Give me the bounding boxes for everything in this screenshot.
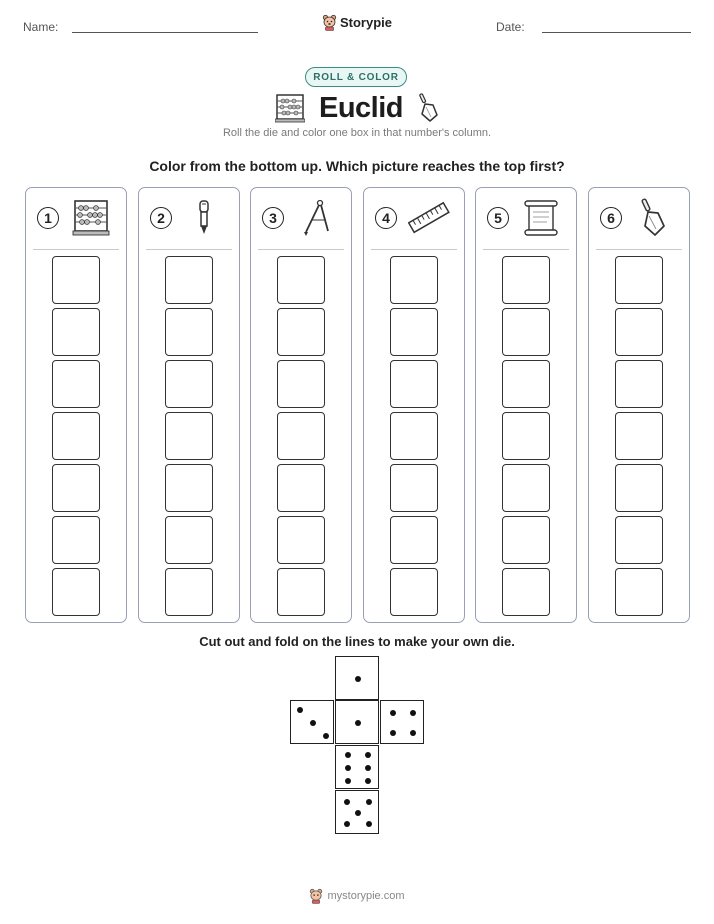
die-pip [345, 765, 351, 771]
color-box[interactable] [165, 256, 213, 304]
column-header [139, 198, 239, 242]
color-box[interactable] [615, 256, 663, 304]
color-box[interactable] [502, 360, 550, 408]
bear-mascot-icon [322, 14, 337, 31]
bear-mascot-icon [309, 888, 323, 904]
activity-badge: ROLL & COLOR [305, 67, 407, 87]
color-box[interactable] [615, 412, 663, 460]
die-pip [345, 752, 351, 758]
die-pip [344, 821, 350, 827]
die-pip [355, 720, 361, 726]
color-box[interactable] [52, 516, 100, 564]
color-box[interactable] [277, 256, 325, 304]
die-face-6 [335, 745, 379, 789]
scroll-icon [520, 198, 562, 238]
color-box[interactable] [52, 256, 100, 304]
column-divider [483, 249, 569, 250]
color-box[interactable] [277, 464, 325, 512]
color-box[interactable] [165, 568, 213, 616]
name-line[interactable] [72, 32, 258, 33]
color-box[interactable] [277, 412, 325, 460]
column-header [364, 198, 464, 242]
subtitle: Roll the die and color one box in that number's column. [222, 127, 492, 139]
footer-url: mystorypie.com [327, 890, 405, 902]
die-face-1 [335, 656, 379, 700]
color-box[interactable] [165, 516, 213, 564]
color-box[interactable] [165, 412, 213, 460]
die-net [290, 656, 424, 834]
die-pip [365, 765, 371, 771]
die-pip [344, 799, 350, 805]
die-pip [365, 752, 371, 758]
die-face-4 [380, 700, 424, 744]
color-box[interactable] [502, 568, 550, 616]
die-pip [390, 710, 396, 716]
footer [0, 888, 714, 904]
color-box[interactable] [615, 360, 663, 408]
color-box[interactable] [502, 412, 550, 460]
die-pip [355, 810, 361, 816]
stylus-icon [183, 198, 225, 238]
die-pip [366, 821, 372, 827]
color-box[interactable] [502, 516, 550, 564]
die-pip [297, 707, 303, 713]
color-box[interactable] [165, 464, 213, 512]
column-divider [33, 249, 119, 250]
date-label: Date: [496, 20, 525, 34]
color-box[interactable] [390, 412, 438, 460]
color-box[interactable] [165, 308, 213, 356]
column-3 [250, 187, 352, 623]
color-box[interactable] [390, 360, 438, 408]
column-divider [596, 249, 682, 250]
cut-instruction: Cut out and fold on the lines to make your own die. [199, 634, 515, 649]
column-header [476, 198, 576, 242]
column-5 [475, 187, 577, 623]
instruction: Color from the bottom up. Which picture reaches the top first? [149, 158, 565, 174]
trowel-icon [417, 93, 439, 123]
color-box[interactable] [277, 308, 325, 356]
column-header [589, 198, 689, 242]
die-face-1 [335, 700, 379, 744]
color-box[interactable] [52, 308, 100, 356]
brand-name: Storypie [339, 15, 392, 30]
column-number: 6 [600, 207, 622, 229]
column-number: 4 [375, 207, 397, 229]
color-box[interactable] [390, 256, 438, 304]
color-box[interactable] [502, 464, 550, 512]
column-number: 5 [487, 207, 509, 229]
color-box[interactable] [502, 308, 550, 356]
die-pip [323, 733, 329, 739]
color-box[interactable] [615, 568, 663, 616]
die-face-3 [290, 700, 334, 744]
color-box[interactable] [615, 464, 663, 512]
column-number: 1 [37, 207, 59, 229]
name-label: Name: [23, 20, 59, 34]
die-pip [355, 676, 361, 682]
column-number: 2 [150, 207, 172, 229]
column-header [26, 198, 126, 242]
color-box[interactable] [615, 308, 663, 356]
ruler-icon [408, 198, 450, 238]
color-box[interactable] [52, 464, 100, 512]
date-line[interactable] [542, 32, 691, 33]
color-box[interactable] [277, 568, 325, 616]
die-pip [366, 799, 372, 805]
column-header [251, 198, 351, 242]
die-pip [365, 778, 371, 784]
color-box[interactable] [52, 412, 100, 460]
color-box[interactable] [277, 516, 325, 564]
brand-logo [0, 14, 714, 31]
column-number: 3 [262, 207, 284, 229]
column-4 [363, 187, 465, 623]
trowel-icon [633, 198, 675, 238]
color-box[interactable] [277, 360, 325, 408]
die-pip [410, 710, 416, 716]
compass-icon [295, 198, 337, 238]
color-box[interactable] [390, 568, 438, 616]
color-box[interactable] [390, 308, 438, 356]
die-pip [310, 720, 316, 726]
color-box[interactable] [390, 464, 438, 512]
color-box[interactable] [390, 516, 438, 564]
page-title: Euclid [318, 91, 403, 124]
column-1 [25, 187, 127, 623]
color-box[interactable] [615, 516, 663, 564]
title-row [0, 90, 714, 126]
abacus-icon [70, 198, 112, 238]
die-pip [390, 730, 396, 736]
die-pip [410, 730, 416, 736]
column-2 [138, 187, 240, 623]
column-divider [146, 249, 232, 250]
column-divider [371, 249, 457, 250]
color-box[interactable] [165, 360, 213, 408]
column-divider [258, 249, 344, 250]
abacus-icon [275, 93, 305, 123]
die-pip [345, 778, 351, 784]
column-6 [588, 187, 690, 623]
color-box[interactable] [52, 360, 100, 408]
color-box[interactable] [52, 568, 100, 616]
color-box[interactable] [502, 256, 550, 304]
die-face-5 [335, 790, 379, 834]
